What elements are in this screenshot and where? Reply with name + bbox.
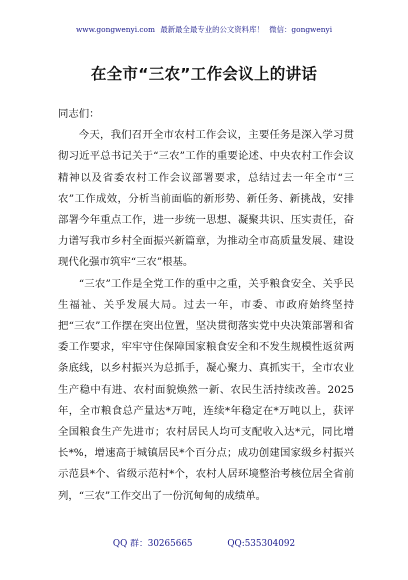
- document-body: [58, 104, 354, 507]
- footer-qq-group: QQ 群：30265665: [112, 539, 193, 549]
- body-paragraph: 今天，我们召开全市农村工作会议，主要任务是深入学习贯彻习近平总书记关于“三农”工作的重要论述、中央农村工作会议精神以及省委农村工作会议部署要求，总结过去一年全市“三农”工作成效，分析当前面临的新形势、新任务、新挑战，安排部署今年重点工作，进一步统一思想、凝聚共识、压实责任，奋力谱写我市乡村全面振兴新篇章，为推动全市高质量发展、建设现代化强市筑牢“三农”根基。: [58, 129, 354, 269]
- salutation: 同志们：: [58, 108, 100, 120]
- document-title: 在全市“三农”工作会议上的讲话: [90, 65, 318, 83]
- header-slogan: 最新最全最专业的公文资料库！: [160, 25, 264, 34]
- header-wechat: 微信：gongwenyi: [269, 25, 333, 34]
- body-paragraph: “三农”工作是全党工作的重中之重，关乎粮食安全、关乎民生福祉、关乎发展大局。过去一年，市委、市政府始终坚持把“三农”工作摆在突出位置，坚决贯彻落实党中央决策部署和省委工作要求，牢牢守住保障国家粮食安全和不发生规模性返贫两条底线，以乡村振兴为总抓手，凝心聚力、真抓实干，全市农业生产稳中有进、农村面貌焕然一新、农民生活持续改善。2025年，全市粮食总产量达*万吨，连续*年稳定在*万吨以上，获评全国粮食生产先进市；农村居民人均可支配收入达*元，同比增长*%，增速高于城镇居民*个百分点；成功创建国家级乡村振兴示范县*个、省级示范村*个，农村人居环境整治考核位居全省前列，“三农”工作交出了一份沉甸甸的成绩单。: [58, 277, 354, 502]
- page-footer: [0, 536, 408, 549]
- page-header: [0, 24, 408, 35]
- header-url[interactable]: www.gongwenyi.com: [75, 25, 156, 34]
- footer-qq: QQ:535304092: [227, 539, 296, 549]
